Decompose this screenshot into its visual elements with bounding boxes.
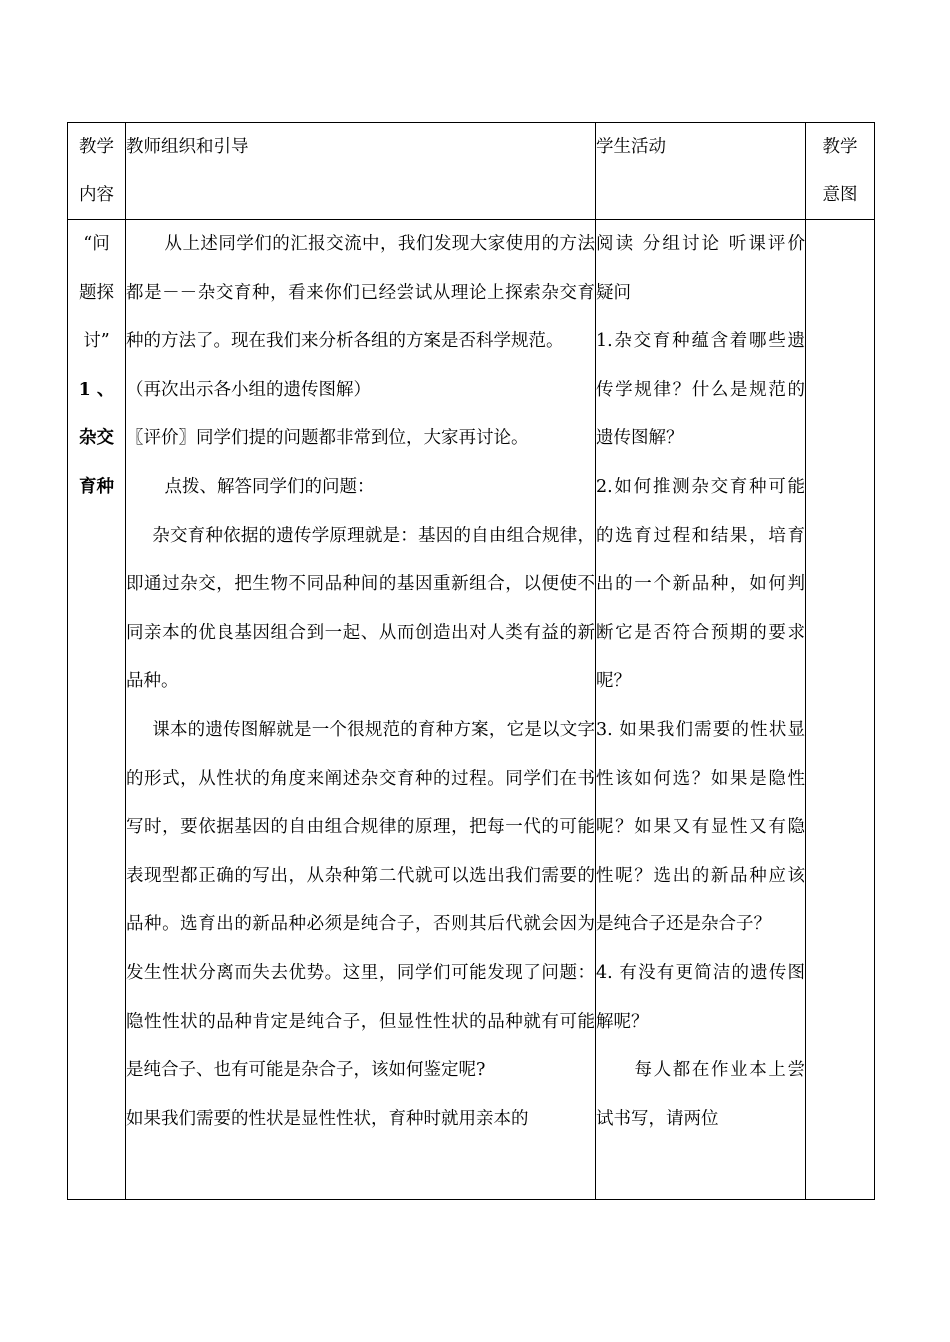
content-line-2: 题探 — [79, 282, 114, 303]
student-cell — [596, 220, 806, 1200]
content-bold-line-3: 育种 — [79, 476, 114, 497]
header-col4-line2: 意图 — [822, 185, 858, 205]
header-row — [68, 123, 875, 220]
content-cell — [68, 220, 126, 1200]
student-question-1: 1.杂交育种蕴含着哪些遗传学规律？什么是规范的遗传图解？ — [596, 331, 805, 449]
student-closing: 每人都在作业本上尝试书写，请两位 — [596, 1060, 805, 1129]
teacher-paragraph-3: 〖评价〗同学们提的问题都非常到位，大家再讨论。 — [126, 428, 529, 449]
lesson-plan-table — [67, 122, 875, 1200]
header-teaching-intent — [806, 123, 875, 220]
teacher-paragraph-1: 从上述同学们的汇报交流中，我们发现大家使用的方法都是－－杂交育种，看来你们已经尝试从理论上探索杂交育种的方法了。现在我们来分析各组的方案是否科学规范。 — [126, 234, 595, 352]
teacher-paragraph-4: 点拨、解答同学们的问题： — [164, 476, 375, 497]
header-col1-line2: 内容 — [79, 185, 114, 205]
content-bold-line-2: 杂交 — [79, 428, 114, 449]
student-question-2: 2.如何推测杂交育种可能的选育过程和结果，培育出的一个新品种，如何判断它是否符合预期的要求呢？ — [596, 476, 805, 692]
teacher-paragraph-5: 杂交育种依据的遗传学原理就是：基因的自由组合规律，即通过杂交，把生物不同品种间的基因重新组合，以便使不同亲本的优良基因组合到一起、从而创造出对人类有益的新品种。 — [126, 525, 595, 692]
header-teaching-content — [68, 123, 126, 220]
header-student-activity — [596, 123, 806, 220]
student-question-3: 3. 如果我们需要的性状显性该如何选？如果是隐性呢？如果又有显性又有隐性呢？选出的新品种应该是纯合子还是杂合子？ — [596, 719, 805, 935]
header-col4-line1: 教学 — [822, 137, 858, 157]
intent-cell — [806, 220, 875, 1200]
content-bold-line-1: 1 、 — [78, 379, 115, 400]
student-question-4: 4. 有没有更简洁的遗传图解呢？ — [596, 962, 805, 1032]
header-col2-label: 教师组织和引导 — [126, 137, 249, 157]
teacher-cell — [126, 220, 596, 1200]
student-intro: 阅读 分组讨论 听课评价 疑问 — [596, 234, 805, 303]
teacher-paragraph-7: 如果我们需要的性状是显性性状，育种时就用亲本的 — [126, 1108, 529, 1129]
header-col1-line1: 教学 — [79, 137, 114, 157]
content-line-3: 讨” — [83, 331, 110, 352]
header-teacher-guidance — [126, 123, 596, 220]
content-line-1: “问 — [83, 234, 110, 254]
teacher-paragraph-2: （再次出示各小组的遗传图解） — [126, 379, 371, 400]
header-col3-label: 学生活动 — [596, 137, 666, 157]
body-row — [68, 220, 875, 1200]
teacher-paragraph-6: 课本的遗传图解就是一个很规范的育种方案，它是以文字的形式，从性状的角度来阐述杂交育种的过程。同学们在书写时，要依据基因的自由组合规律的原理，把每一代的可能表现型都正确的写出，从杂种第二代就可以选出我们需要的品种。选育出的新品种必须是纯合子，否则其后代就会因为发生性状分离而失去优势。这里，同学们可能发现了问题：隐性性状的品种肯定是纯合子，但显性性状的品种就有可能是纯合子、也有可能是杂合子，该如何鉴定呢? — [126, 719, 595, 1081]
